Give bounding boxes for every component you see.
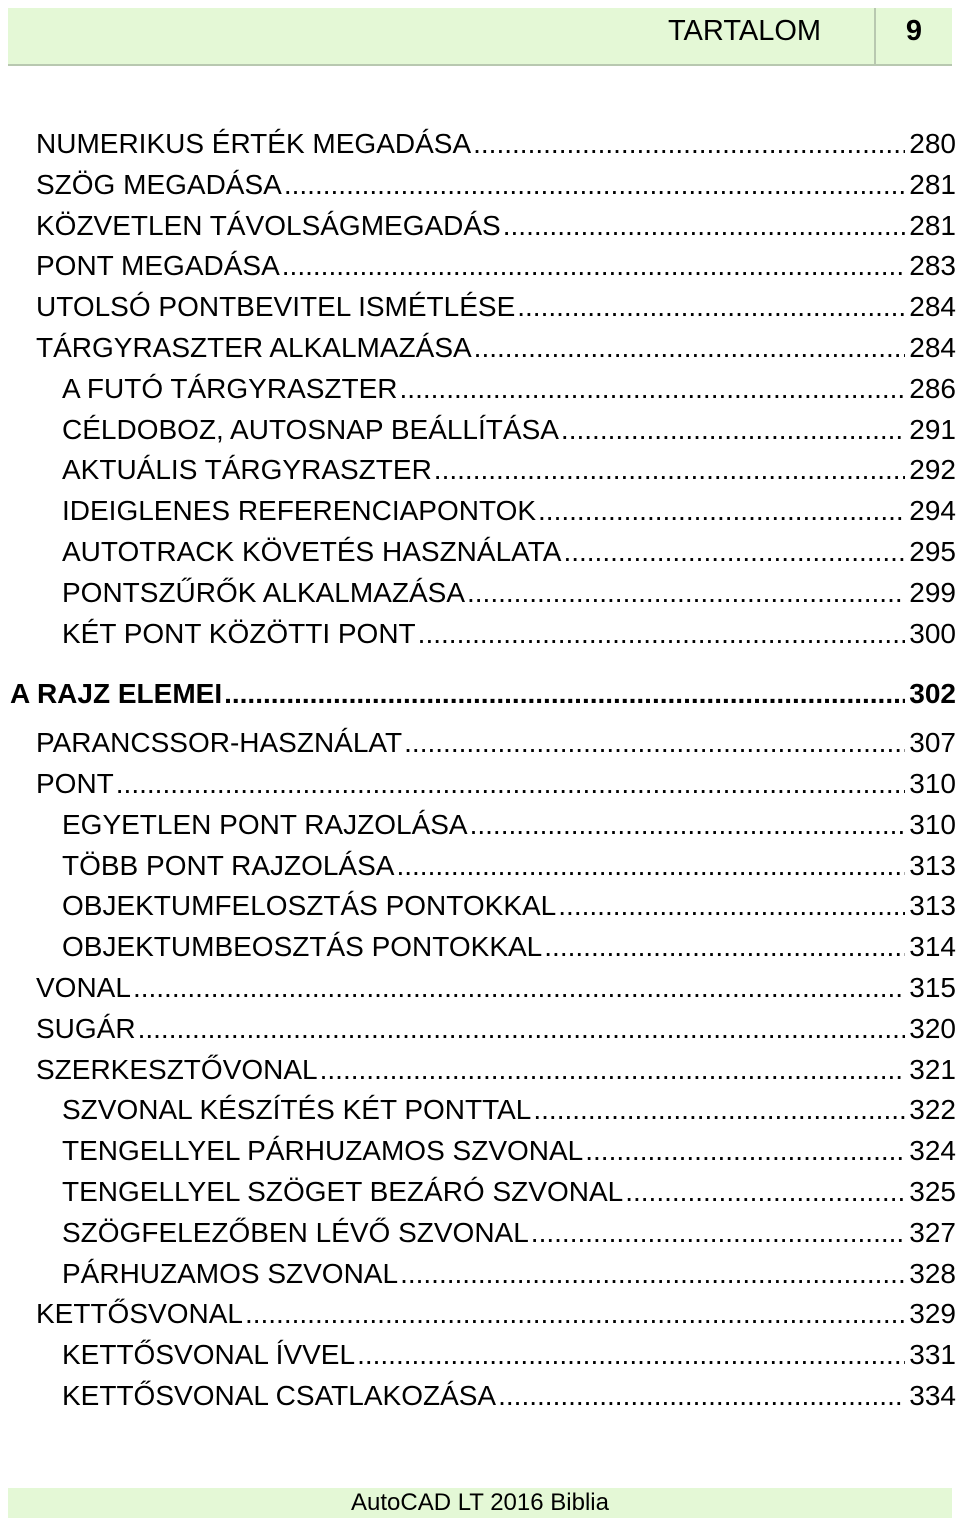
toc-dot-leader <box>470 805 906 845</box>
toc-entry[interactable] <box>62 927 956 967</box>
toc-entry-page: 328 <box>909 1258 956 1289</box>
toc-dot-leader <box>558 886 905 926</box>
toc-entry-label: UTOLSÓ PONTBEVITEL ISMÉTLÉSE <box>36 291 516 322</box>
toc-entry[interactable] <box>62 491 956 531</box>
toc-dot-leader <box>245 1294 905 1334</box>
toc-dot-leader <box>284 165 905 205</box>
toc-dot-leader <box>544 927 905 967</box>
toc-entry-page: 329 <box>909 1298 956 1329</box>
toc-entry[interactable] <box>62 532 956 572</box>
toc-entry-label: IDEIGLENES REFERENCIAPONTOK <box>62 495 537 526</box>
toc-entry-page: 283 <box>909 250 956 281</box>
toc-dot-leader <box>498 1376 905 1416</box>
toc-dot-leader <box>503 206 906 246</box>
toc-entry-label: KÖZVETLEN TÁVOLSÁGMEGADÁS <box>36 210 501 241</box>
toc-entry[interactable] <box>36 328 956 368</box>
toc-dot-leader <box>625 1172 905 1212</box>
toc-entry-label: KETTŐSVONAL CSATLAKOZÁSA <box>62 1380 497 1411</box>
toc-entry-label: EGYETLEN PONT RAJZOLÁSA <box>62 809 468 840</box>
toc-dot-leader <box>396 846 905 886</box>
toc-entry[interactable] <box>36 1294 956 1334</box>
toc-entry-page: 284 <box>909 332 956 363</box>
toc-entry-page: 294 <box>909 495 956 526</box>
toc-entry[interactable] <box>36 165 956 205</box>
toc-entry[interactable] <box>36 968 956 1008</box>
toc-entry-page: 315 <box>909 972 956 1003</box>
toc-entry[interactable] <box>62 1376 956 1416</box>
toc-entry-label: AUTOTRACK KÖVETÉS HASZNÁLATA <box>62 536 562 567</box>
toc-entry-label: SZERKESZTŐVONAL <box>36 1054 318 1085</box>
toc-entry[interactable] <box>62 886 956 926</box>
toc-entry-label: KETTŐSVONAL <box>36 1298 243 1329</box>
toc-dot-leader <box>434 450 905 490</box>
toc-entry-page: 299 <box>909 577 956 608</box>
toc-entry[interactable] <box>62 1335 956 1375</box>
toc-entry-page: 281 <box>909 210 956 241</box>
header-page-number: 9 <box>905 15 923 47</box>
toc-entry[interactable] <box>62 1090 956 1130</box>
toc-entry-page: 286 <box>909 373 956 404</box>
toc-entry-page: 300 <box>909 618 956 649</box>
toc-dot-leader <box>563 532 905 572</box>
toc-dot-leader <box>404 723 905 763</box>
toc-entry[interactable] <box>62 410 956 450</box>
toc-entry-page: 310 <box>909 809 956 840</box>
toc-entry-page: 331 <box>909 1339 956 1370</box>
toc-entry-label: KÉT PONT KÖZÖTTI PONT <box>62 618 416 649</box>
toc-entry-page: 295 <box>909 536 956 567</box>
toc-entry-label: PONT <box>36 768 114 799</box>
toc-entry-label: SZVONAL KÉSZÍTÉS KÉT PONTTAL <box>62 1094 532 1125</box>
toc-dot-leader <box>561 410 905 450</box>
toc-entry-page: 310 <box>909 768 956 799</box>
toc-entry-label: AKTUÁLIS TÁRGYRASZTER <box>62 454 432 485</box>
toc-entry-label: SZÖGFELEZŐBEN LÉVŐ SZVONAL <box>62 1217 529 1248</box>
toc-entry-page: 292 <box>909 454 956 485</box>
toc-entry[interactable] <box>62 450 956 490</box>
toc-entry[interactable] <box>62 805 956 845</box>
toc-dot-leader <box>116 764 906 804</box>
toc-entry-label: KETTŐSVONAL ÍVVEL <box>62 1339 356 1370</box>
toc-dot-leader <box>531 1213 905 1253</box>
toc-dot-leader <box>400 1254 905 1294</box>
toc-dot-leader <box>400 369 906 409</box>
toc-entry-page: 307 <box>909 727 956 758</box>
toc-entry-label: A RAJZ ELEMEI <box>10 678 223 709</box>
toc-entry[interactable] <box>62 573 956 613</box>
toc-entry[interactable] <box>36 1050 956 1090</box>
toc-entry-page: 313 <box>909 850 956 881</box>
toc-dot-leader <box>357 1335 905 1375</box>
toc-entry-page: 281 <box>909 169 956 200</box>
toc-entry-label: SUGÁR <box>36 1013 136 1044</box>
toc-entry[interactable] <box>62 1172 956 1212</box>
toc-entry-label: VONAL <box>36 972 131 1003</box>
toc-dot-leader <box>533 1090 905 1130</box>
toc-dot-leader <box>474 328 906 368</box>
toc-entry-page: 334 <box>909 1380 956 1411</box>
toc-entry-page: 321 <box>909 1054 956 1085</box>
toc-entry-page: 320 <box>909 1013 956 1044</box>
toc-entry-label: TÁRGYRASZTER ALKALMAZÁSA <box>36 332 472 363</box>
toc-entry[interactable] <box>36 124 956 164</box>
toc-entry-label: TENGELLYEL PÁRHUZAMOS SZVONAL <box>62 1135 584 1166</box>
toc-entry-label: SZÖG MEGADÁSA <box>36 169 282 200</box>
toc-entry-label: PÁRHUZAMOS SZVONAL <box>62 1258 399 1289</box>
toc-entry-label: PONTSZŰRŐK ALKALMAZÁSA <box>62 577 465 608</box>
header-title: TARTALOM <box>668 15 822 47</box>
toc-dot-leader <box>517 287 905 327</box>
toc-entry-page: 322 <box>909 1094 956 1125</box>
toc-entry-label: OBJEKTUMBEOSZTÁS PONTOKKAL <box>62 931 543 962</box>
toc-entry[interactable] <box>62 1254 956 1294</box>
toc-entry[interactable] <box>62 369 956 409</box>
toc-entry-page: 284 <box>909 291 956 322</box>
toc-dot-leader <box>473 124 905 164</box>
toc-entry-label: PONT MEGADÁSA <box>36 250 280 281</box>
toc-entry[interactable] <box>36 723 956 763</box>
toc-entry-label: PARANCSSOR-HASZNÁLAT <box>36 727 403 758</box>
toc-entry[interactable] <box>36 206 956 246</box>
toc-entry-label: CÉLDOBOZ, AUTOSNAP BEÁLLÍTÁSA <box>62 414 559 445</box>
page-footer: AutoCAD LT 2016 Biblia <box>8 1488 952 1518</box>
toc-entry-page: 325 <box>909 1176 956 1207</box>
toc-dot-leader <box>224 674 905 714</box>
toc-entry-label: TÖBB PONT RAJZOLÁSA <box>62 850 395 881</box>
toc-dot-leader <box>467 573 905 613</box>
toc-entry-page: 327 <box>909 1217 956 1248</box>
toc-entry[interactable] <box>36 287 956 327</box>
toc-entry[interactable] <box>62 1213 956 1253</box>
toc-dot-leader <box>133 968 905 1008</box>
toc-entry[interactable] <box>62 1131 956 1171</box>
toc-entry-label: OBJEKTUMFELOSZTÁS PONTOKKAL <box>62 890 557 921</box>
toc-dot-leader <box>585 1131 905 1171</box>
toc-entry[interactable] <box>36 764 956 804</box>
toc-entry-label: A FUTÓ TÁRGYRASZTER <box>62 373 398 404</box>
toc-entry[interactable] <box>62 614 956 654</box>
toc-dot-leader <box>282 246 906 286</box>
toc-entry-page: 313 <box>909 890 956 921</box>
toc-dot-leader <box>138 1009 906 1049</box>
toc-entry-page: 280 <box>909 128 956 159</box>
toc-dot-leader <box>418 614 906 654</box>
toc-entry-label: TENGELLYEL SZÖGET BEZÁRÓ SZVONAL <box>62 1176 624 1207</box>
toc-entry-page: 324 <box>909 1135 956 1166</box>
toc-entry[interactable] <box>36 246 956 286</box>
toc-entry[interactable] <box>62 846 956 886</box>
toc-entry-label: NUMERIKUS ÉRTÉK MEGADÁSA <box>36 128 472 159</box>
toc-entry-page: 302 <box>909 678 956 709</box>
toc-entry-page: 291 <box>909 414 956 445</box>
toc-section-heading[interactable] <box>10 674 956 714</box>
toc-entry-page: 314 <box>909 931 956 962</box>
toc-entry[interactable] <box>36 1009 956 1049</box>
toc-dot-leader <box>320 1050 906 1090</box>
toc-dot-leader <box>538 491 905 531</box>
